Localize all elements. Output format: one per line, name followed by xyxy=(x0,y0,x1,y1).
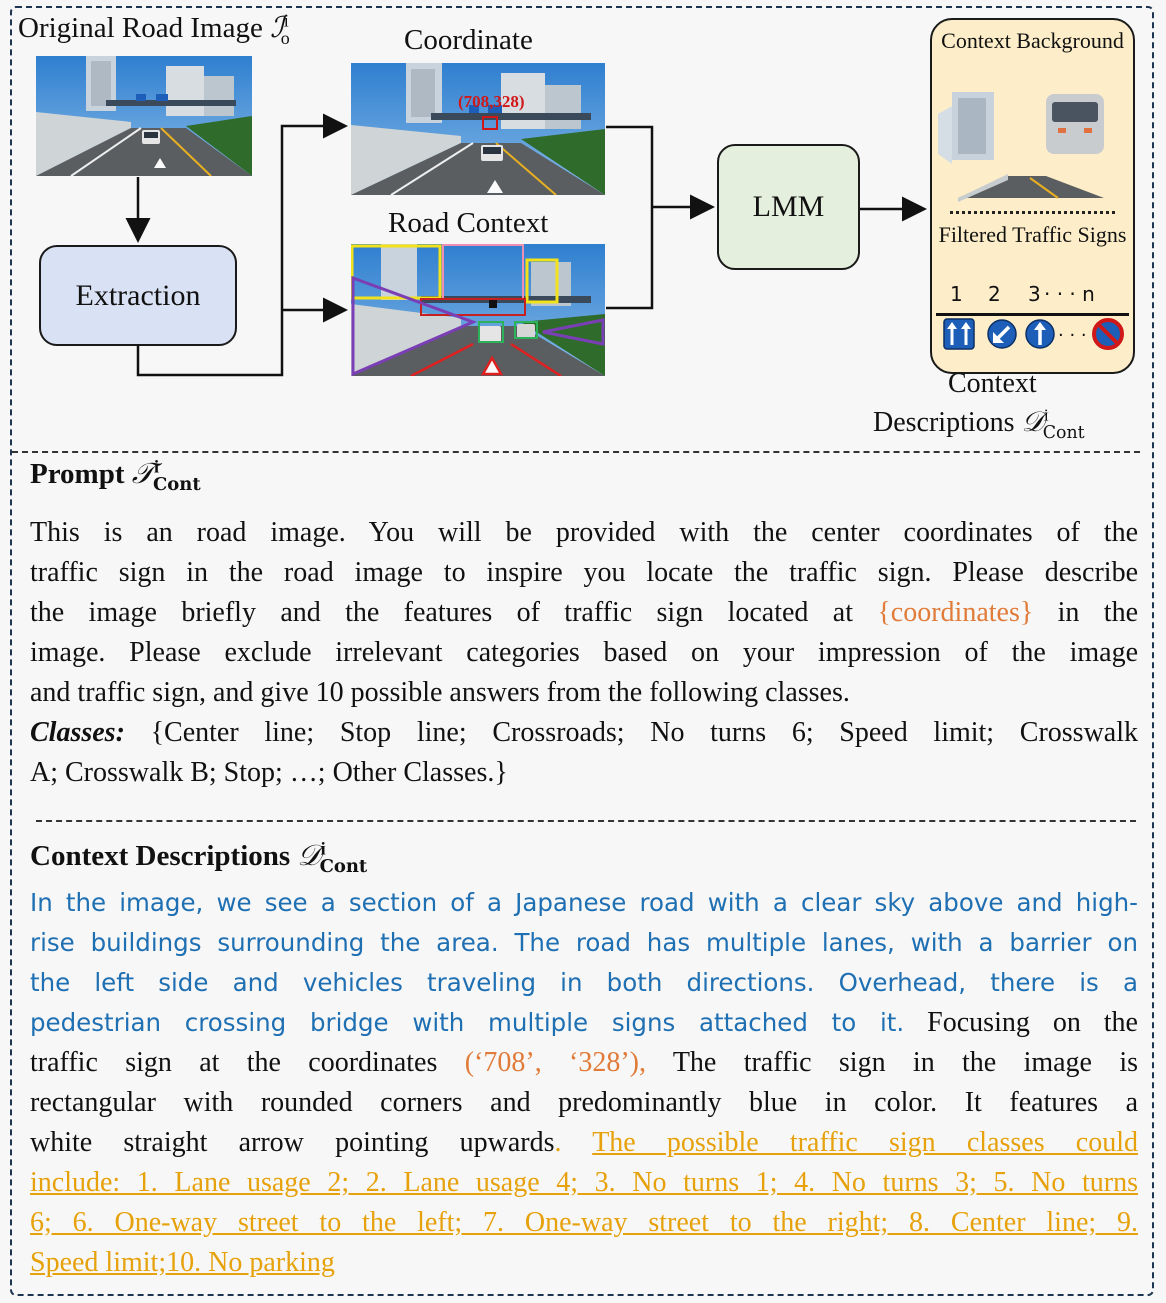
straight-arrow-sign-icon xyxy=(1026,320,1054,348)
lane-usage-sign-icon xyxy=(944,319,974,349)
section-divider-2 xyxy=(36,820,1136,822)
output-panel xyxy=(930,18,1135,374)
filtered-sign-icons xyxy=(936,317,1131,353)
filtered-signs-label: Filtered Traffic Signs xyxy=(938,222,1127,247)
output-symbol: 𝒟 xyxy=(1021,405,1044,438)
classes-line: Classes: {Center line; Stop line; Crossroads; No turns 6; Speed limit; Crosswalk xyxy=(30,717,1139,748)
context-symbol: 𝒟 xyxy=(297,838,321,872)
context-background-label: Context Background xyxy=(941,28,1124,53)
classes-label: Classes: xyxy=(30,717,125,748)
section-divider-1 xyxy=(12,451,1140,453)
prompt-text xyxy=(30,513,1138,793)
prompt-line: image. Please exclude irrelevant categories based on your impression of the image xyxy=(30,637,1138,668)
arrow-extraction-to-coordinate xyxy=(138,126,343,375)
output-label-line1: Context xyxy=(948,368,1037,399)
context-blue-line: rise buildings surrounding the area. The road has multiple lanes, with a barrier on xyxy=(30,928,1138,957)
context-blue-line: the left side and vehicles traveling in both directions. Overhead, there is a xyxy=(30,968,1138,997)
prompt-line: This is an road image. You will be provided with the center coordinates of the xyxy=(30,517,1138,548)
coordinates-placeholder: {coordinates} xyxy=(877,597,1034,628)
prompt-line: and traffic sign, and give 10 possible answers from the following classes. xyxy=(30,677,850,708)
context-text xyxy=(30,883,1138,1283)
extraction-label: Extraction xyxy=(75,278,201,312)
original-image-symbol: ℐ xyxy=(270,10,284,44)
context-background-images xyxy=(938,84,1128,204)
sign-row-divider xyxy=(936,313,1129,316)
sign-dots: · · · xyxy=(1058,325,1087,346)
output-label-line2: Descriptions 𝒟$^i_{Cont}$ xyxy=(873,405,1085,443)
panel-divider-dotted xyxy=(950,211,1115,214)
prompt-line: traffic sign in the road image to inspire you locate the traffic sign. Please describe xyxy=(30,557,1138,588)
sign-index-n: · · · n xyxy=(1044,282,1095,306)
prompt-symbol: 𝒯 xyxy=(131,456,154,490)
context-gold-line: 6; 6. One-way street to the left; 7. One-way street to the right; 8. Center line; 9. xyxy=(30,1207,1138,1238)
classes-line: A; Crosswalk B; Stop; …; Other Classes.} xyxy=(30,757,508,788)
context-line: white straight arrow pointing upwards. The possible traffic sign classes could xyxy=(30,1127,1139,1158)
lmm-label: LMM xyxy=(752,190,825,223)
sign-index-3: 3 xyxy=(1028,282,1041,306)
coordinate-value: (708,328) xyxy=(458,92,525,111)
context-line: pedestrian crossing bridge with multiple signs attached to it. Focusing on the xyxy=(30,1007,1138,1038)
original-image-label: Original Road Image ℐ$^i_o$ xyxy=(18,10,290,48)
context-line: rectangular with rounded corners and predominantly blue in color. It features a xyxy=(30,1087,1138,1118)
context-gold-line: include: 1. Lane usage 2; 2. Lane usage 4; 3. No turns 1; 4. No turns 3; 5. No turns xyxy=(30,1167,1138,1198)
road-context-label: Road Context xyxy=(388,207,549,239)
context-line: traffic sign at the coordinates (‘708’, ‘328’), The traffic sign in the image is xyxy=(30,1047,1138,1078)
sign-index-2: 2 xyxy=(988,282,1001,306)
coordinate-label: Coordinate xyxy=(404,24,533,56)
coordinates-value: (‘708’, ‘328’), xyxy=(464,1047,646,1078)
context-blue-line: In the image, we see a section of a Japanese road with a clear sky above and high- xyxy=(30,888,1138,917)
no-parking-sign-icon xyxy=(1094,320,1122,348)
prompt-line: the image briefly and the features of traffic sign located at {coordinates} in the xyxy=(30,597,1138,628)
prompt-title: Prompt 𝒯$^i_{Cont}$ xyxy=(30,456,201,495)
context-title: Context Descriptions 𝒟$^i_{Cont}$ xyxy=(30,838,368,877)
merge-bracket xyxy=(606,127,652,308)
diagonal-arrow-sign-icon xyxy=(988,320,1016,348)
context-gold-line: Speed limit;10. No parking xyxy=(30,1247,335,1278)
sign-index-1: 1 xyxy=(950,282,963,306)
